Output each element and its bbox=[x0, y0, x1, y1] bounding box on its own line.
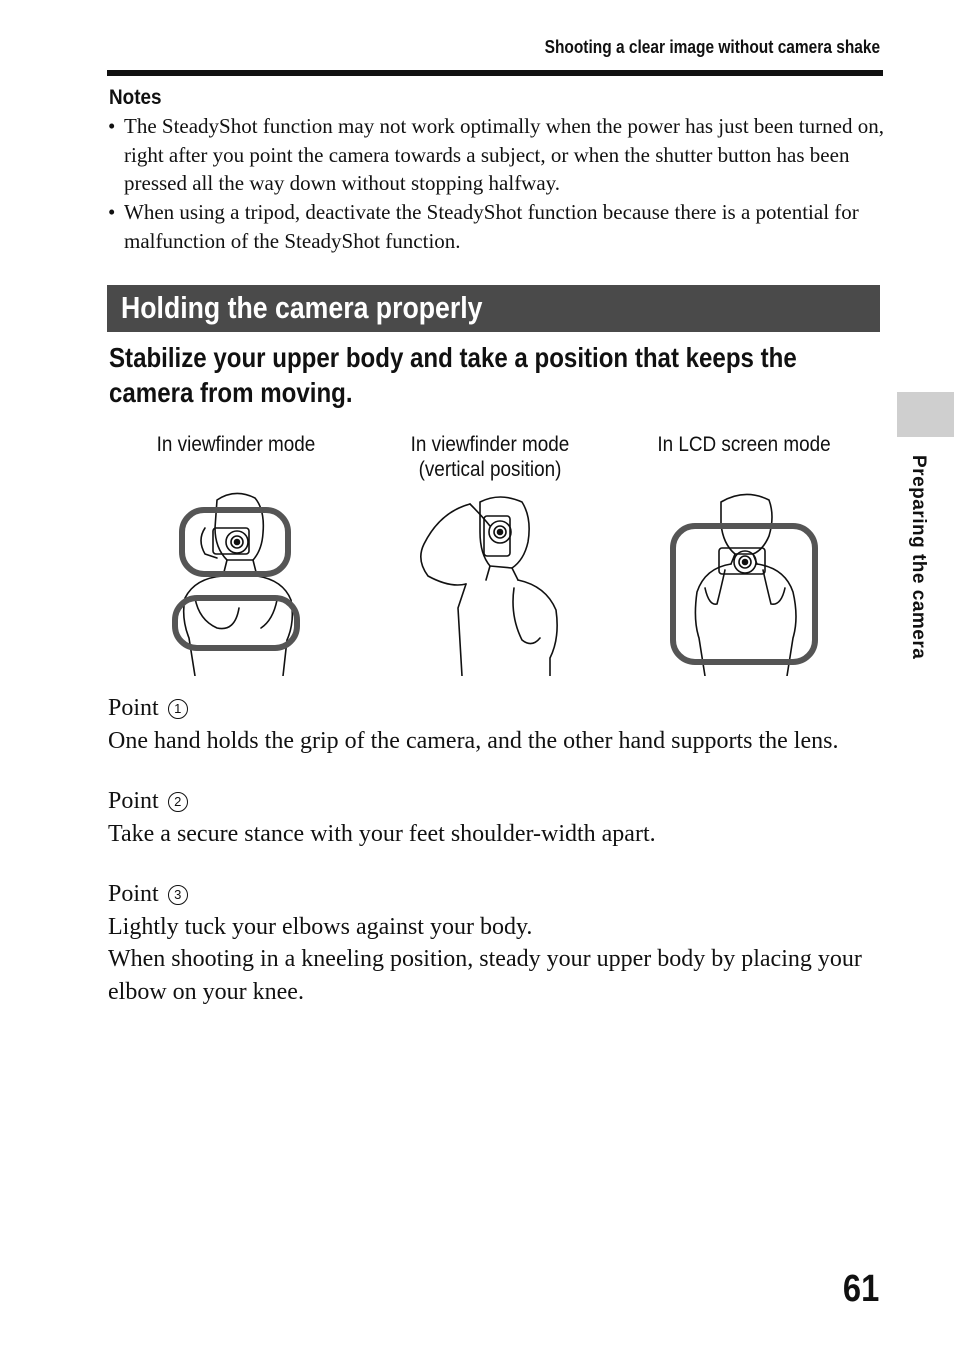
figure-caption-lcd bbox=[645, 432, 843, 457]
point-text: Lightly tuck your elbows against your body. bbox=[108, 913, 533, 940]
section-heading-bar bbox=[107, 285, 880, 332]
header-rule bbox=[107, 70, 883, 76]
point-text: When shooting in a kneeling position, steady your upper body by placing your elbow on your knee. bbox=[108, 946, 862, 1005]
point-heading: Point 3 bbox=[108, 878, 898, 911]
circled-number: 1 bbox=[168, 699, 188, 719]
viewfinder-mode-illustration bbox=[165, 488, 310, 676]
caption-line: In viewfinder mode bbox=[156, 433, 316, 456]
chapter-tab bbox=[897, 392, 954, 437]
viewfinder-vertical-illustration bbox=[410, 488, 570, 676]
section-title: Holding the camera properly bbox=[121, 290, 483, 325]
point-text: One hand holds the grip of the camera, and the other hand supports the lens. bbox=[108, 727, 839, 754]
notes-list bbox=[108, 112, 888, 256]
note-text: When using a tripod, deactivate the SteadyShot function because there is a potential for malfunction of the SteadyShot function. bbox=[124, 200, 859, 253]
chapter-tab-label: Preparing the camera bbox=[908, 455, 929, 660]
circled-number: 2 bbox=[168, 792, 188, 812]
point-heading: Point 2 bbox=[108, 785, 898, 818]
caption-line: In viewfinder mode bbox=[410, 433, 570, 456]
point-text: Take a secure stance with your feet shoulder-width apart. bbox=[108, 820, 656, 847]
note-item bbox=[108, 112, 888, 198]
points-section bbox=[108, 692, 898, 1008]
note-item bbox=[108, 198, 888, 255]
running-header: Shooting a clear image without camera shake bbox=[544, 37, 880, 57]
notes-title: Notes bbox=[109, 86, 162, 109]
point-heading: Point 1 bbox=[108, 692, 898, 725]
bullet: • bbox=[108, 200, 116, 225]
caption-line: (vertical position) bbox=[418, 458, 562, 481]
figure-caption-viewfinder-vertical bbox=[391, 432, 589, 482]
page-number: 61 bbox=[842, 1268, 879, 1310]
figure-caption-viewfinder bbox=[142, 432, 331, 457]
lcd-mode-illustration bbox=[665, 488, 825, 676]
lead-instruction: Stabilize your upper body and take a position that keeps the camera from moving. bbox=[109, 342, 797, 408]
caption-line: In LCD screen mode bbox=[657, 433, 831, 456]
note-text: The SteadyShot function may not work optimally when the power has just been turned on, right after you point the camera towards a subject, or when the shutter button has been pressed all the way down without stopping halfway. bbox=[124, 114, 884, 196]
circled-number: 3 bbox=[168, 885, 188, 905]
bullet: • bbox=[108, 114, 116, 138]
